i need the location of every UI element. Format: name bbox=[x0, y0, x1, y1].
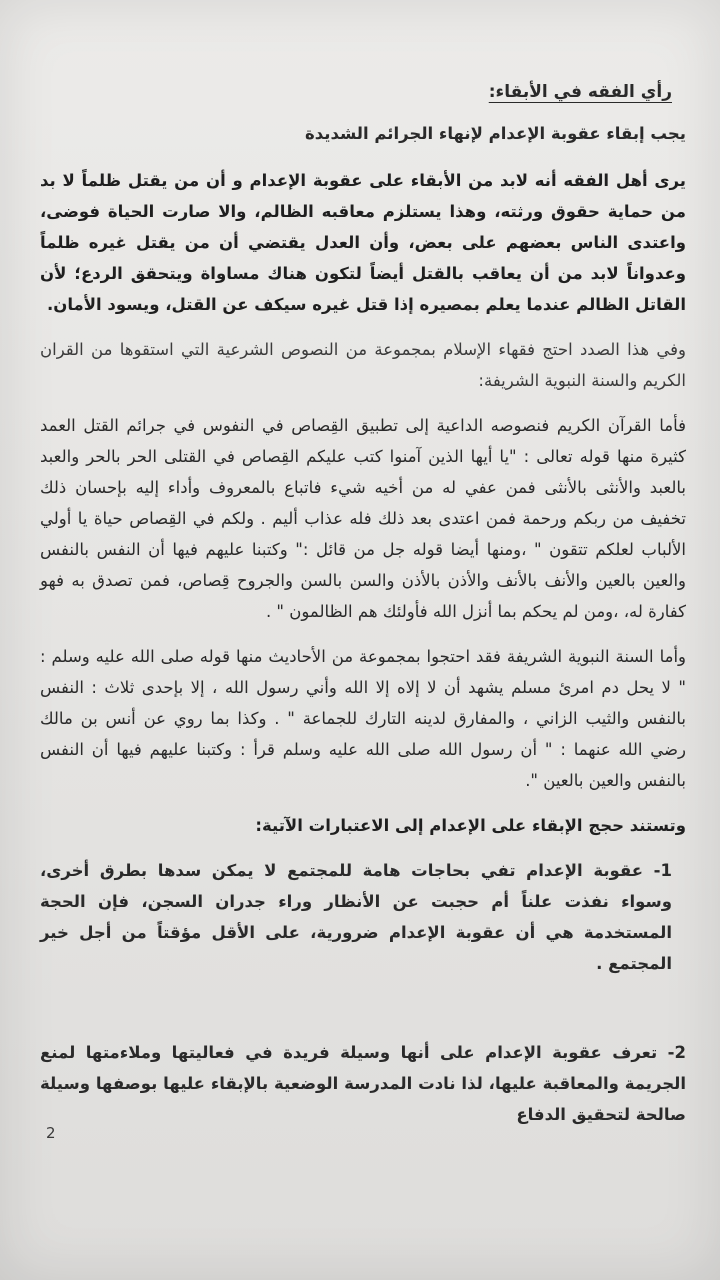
list-item-1: 1- عقوبة الإعدام تفي بحاجات هامة للمجتمع لا يمكن سدها بطرق أخرى، وسواء نفذت علناً أم حجبت عن الأنظار وراء جدران السجن، فإن الحجة المستخدمة هي أن عقوبة الإعدام ضرورية، على الأقل مؤقتاً من أجل خير المجتمع . bbox=[40, 861, 672, 973]
paragraph-evidence-intro: وفي هذا الصدد احتج فقهاء الإسلام بمجموعة من النصوص الشرعية التي استقوها من القران الكريم والسنة النبوية الشريفة: bbox=[40, 340, 686, 390]
paragraph-sunnah-evidence: وأما السنة النبوية الشريفة فقد احتجوا بمجموعة من الأحاديث منها قوله صلى الله عليه وسلم : " لا يحل دم امرئ مسلم يشهد أن لا إلاه إلا الله وأني رسول الله ، إلا بإحدى ثلاث : النفس بالنفس والثيب الزاني ، والمفارق لدينه التارك للجماعة " . وكذا بما روي عن أنس بن مالك رضي الله عنهما : " أن رسول الله صلى الله عليه وسلم قرأ : وكتبنا عليهم فيها أن النفس بالنفس والعين بالعين ". bbox=[40, 647, 686, 790]
document-body bbox=[40, 82, 686, 1130]
paragraph-quran-evidence: فأما القرآن الكريم فنصوصه الداعية إلى تطبيق القِصاص في النفوس في جرائم القتل العمد كثيرة منها قوله تعالى : "يا أيها الذين آمنوا كتب عليكم القِصاص في القتلى الحر بالحر والعبد بالعبد والأنثى بالأنثى فمن عفي له من أخيه شيء فاتباع بالمعروف وأداء إليه بإحسان ذلك تخفيف من ربكم ورحمة فمن اعتدى بعد ذلك فله عذاب أليم . ولكم في القِصاص حياة يا أولي الألباب لعلكم تتقون " ،ومنها أيضا قوله جل من قائل :" وكتبنا عليهم فيها أن النفس بالنفس والعين بالعين والأنف بالأنف والأذن بالأذن والسن بالسن والجروح قِصاص، فمن تصدق به فهو كفارة له، ،ومن لم يحكم بما أنزل الله فأولئك هم الظالمون " . bbox=[40, 416, 686, 621]
page-number: 2 bbox=[46, 1124, 56, 1142]
section-title: رأي الفقه في الأبقاء: bbox=[488, 82, 672, 102]
list-item-2: 2- تعرف عقوبة الإعدام على أنها وسيلة فريدة في فعاليتها وملاءمتها لمنع الجريمة والمعاقبة عليها، لذا نادت المدرسة الوضعية بالإبقاء عليها بوصفها وسيلة صالحة لتحقيق الدفاع bbox=[40, 1043, 686, 1124]
paragraph-considerations-intro: وتستند حجج الإبقاء على الإعدام إلى الاعتبارات الآتية: bbox=[255, 816, 686, 835]
section-subtitle: يجب إبقاء عقوبة الإعدام لإنهاء الجرائم الشديدة bbox=[304, 124, 686, 143]
paragraph-fiqh-opinion: يرى أهل الفقه أنه لابد من الأبقاء على عقوبة الإعدام و أن من يقتل ظلماً لا بد من حماية حقوق ورثته، وهذا يستلزم معاقبه الظالم، والا صارت الحياة فوضى، واعتدى الناس بعضهم على بعض، وأن العدل يقتضي أن من يقتل غيره ظلماً وعدواناً لابد من أن يعاقب بالقتل أيضاً لتكون هناك مساواة ويتحقق الردع؛ لأن القاتل الظالم عندما يعلم بمصيره إذا قتل غيره سيكف عن القتل، ويسود الأمان. bbox=[40, 171, 686, 314]
